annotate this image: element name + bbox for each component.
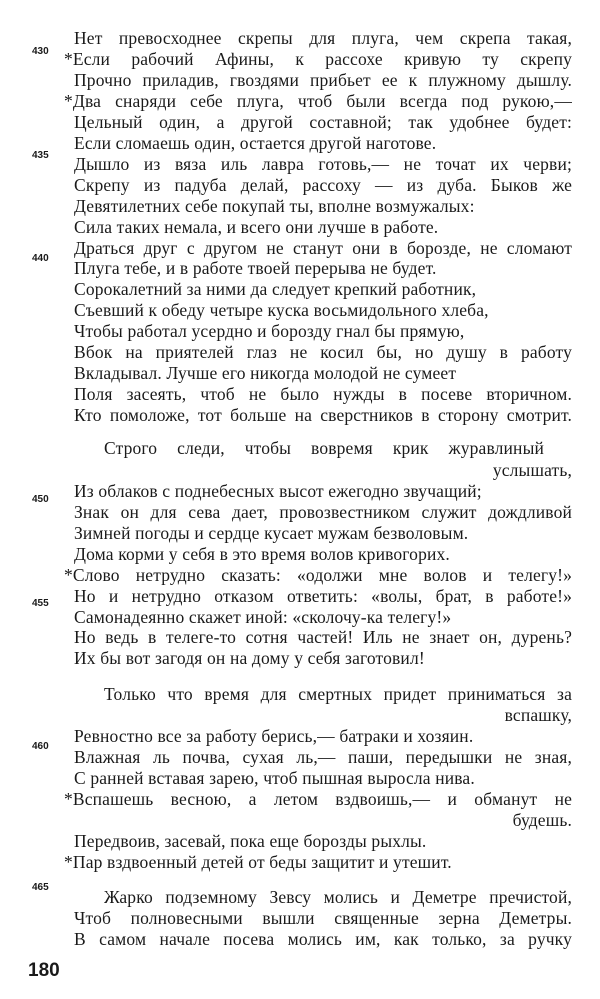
- verse-line: Но ведь в телеге-то сотня частей! Иль не знает он, дурень?: [74, 627, 572, 647]
- verse-line: Сила таких немала, и всего они лучше в работе.: [74, 217, 439, 237]
- verse-line: Самонадеянно скажет иной: «сколочу-ка телегу!»: [74, 607, 452, 627]
- line-number: 440: [32, 253, 49, 264]
- verse-line: Если сломаешь один, остается другой наготове.: [74, 133, 437, 153]
- verse-line: Дышло из вяза иль лавра готовь,— не точат их черви;: [74, 154, 572, 174]
- verse-line: Только что время для смертных придет приниматься за: [104, 684, 572, 704]
- verse-line: Прочно приладив, гвоздями прибьет ее к плужному дышлу.: [74, 70, 572, 90]
- verse-line: Жарко подземному Зевсу молись и Деметре пречистой,: [104, 887, 572, 907]
- verse-line: *Пар вздвоенный детей от беды защитит и утешит.: [64, 852, 452, 872]
- verse-line: Кто помоложе, тот больше на сверстников в сторону смотрит.: [74, 405, 572, 425]
- line-number: 435: [32, 150, 49, 161]
- page-number: 180: [28, 960, 60, 981]
- verse-line: Чтоб полновесными вышли священные зерна Деметры.: [74, 908, 572, 928]
- verse-line-continuation: вспашку,: [504, 705, 572, 725]
- verse-line: Съевший к обеду четыре куска восьмидольного хлеба,: [74, 300, 489, 320]
- line-number: 460: [32, 741, 49, 752]
- verse-line: Знак он для сева дает, провозвестником служит дождливой: [74, 502, 572, 522]
- verse-line: Сорокалетний за ними да следует крепкий работник,: [74, 279, 477, 299]
- verse-line-continuation: услышать,: [492, 460, 572, 480]
- verse-line: Зимней погоды и сердце кусает мужам безволовым.: [74, 523, 469, 543]
- verse-line: *Слово нетрудно сказать: «одолжи мне волов и телегу!»: [64, 565, 572, 585]
- verse-line: *Вспашешь весною, а летом вздвоишь,— и обманут не: [64, 789, 572, 809]
- verse-line: Ревностно все за работу берись,— батраки и хозяин.: [74, 726, 474, 746]
- line-number: 465: [32, 882, 49, 893]
- line-number: 430: [32, 46, 49, 57]
- verse-line: Но и нетрудно отказом ответить: «волы, брат, в работе!»: [74, 586, 572, 606]
- verse-line: Нет превосходнее скрепы для плуга, чем скрепа такая,: [74, 28, 572, 48]
- verse-line: Их бы вот загодя он на дому у себя заготовил!: [74, 648, 425, 668]
- verse-line: Вкладывал. Лучше его никогда молодой не сумеет: [74, 363, 457, 383]
- verse-line: Влажная ль почва, сухая ль,— паши, передышки не зная,: [74, 747, 572, 767]
- verse-line: Из облаков с поднебесных высот ежегодно звучащий;: [74, 481, 482, 501]
- verse-line: Дома корми у себя в это время волов кривогорих.: [74, 544, 450, 564]
- verse-line: Плуга тебе, и в работе твоей перерыва не будет.: [74, 258, 437, 278]
- verse-line: Строго следи, чтобы вовремя крик журавлиный: [104, 438, 544, 458]
- verse-line: *Если рабочий Афины, к рассохе кривую ту скрепу: [64, 49, 572, 69]
- verse-line-continuation: будешь.: [512, 810, 572, 830]
- verse-line: Девятилетних себе покупай ты, вполне возмужалых:: [74, 196, 475, 216]
- verse-line: Вбок на приятелей глаз не косил бы, но душу в работу: [74, 342, 572, 362]
- verse-line: Передвоив, засевай, пока еще борозды рыхлы.: [74, 831, 427, 851]
- line-number: 455: [32, 598, 49, 609]
- line-number: 450: [32, 494, 49, 505]
- verse-line: Скрепу из падуба делай, рассоху — из дуба. Быков же: [74, 175, 572, 195]
- verse-line: Драться друг с другом не станут они в борозде, не сломают: [74, 238, 572, 258]
- verse-line: *Два снаряди себе плуга, чтоб были всегда под рукою,—: [64, 91, 572, 111]
- verse-line: С ранней вставая зарею, чтоб пышная выросла нива.: [74, 768, 475, 788]
- verse-line: Чтобы работал усердно и борозду гнал бы прямую,: [74, 321, 465, 341]
- verse-line: Поля засеять, чтоб не было нужды в посеве вторичном.: [74, 384, 572, 404]
- verse-line: В самом начале посева молись им, как только, за ручку: [74, 929, 572, 949]
- verse-line: Цельный один, а другой составной; так удобнее будет:: [74, 112, 572, 132]
